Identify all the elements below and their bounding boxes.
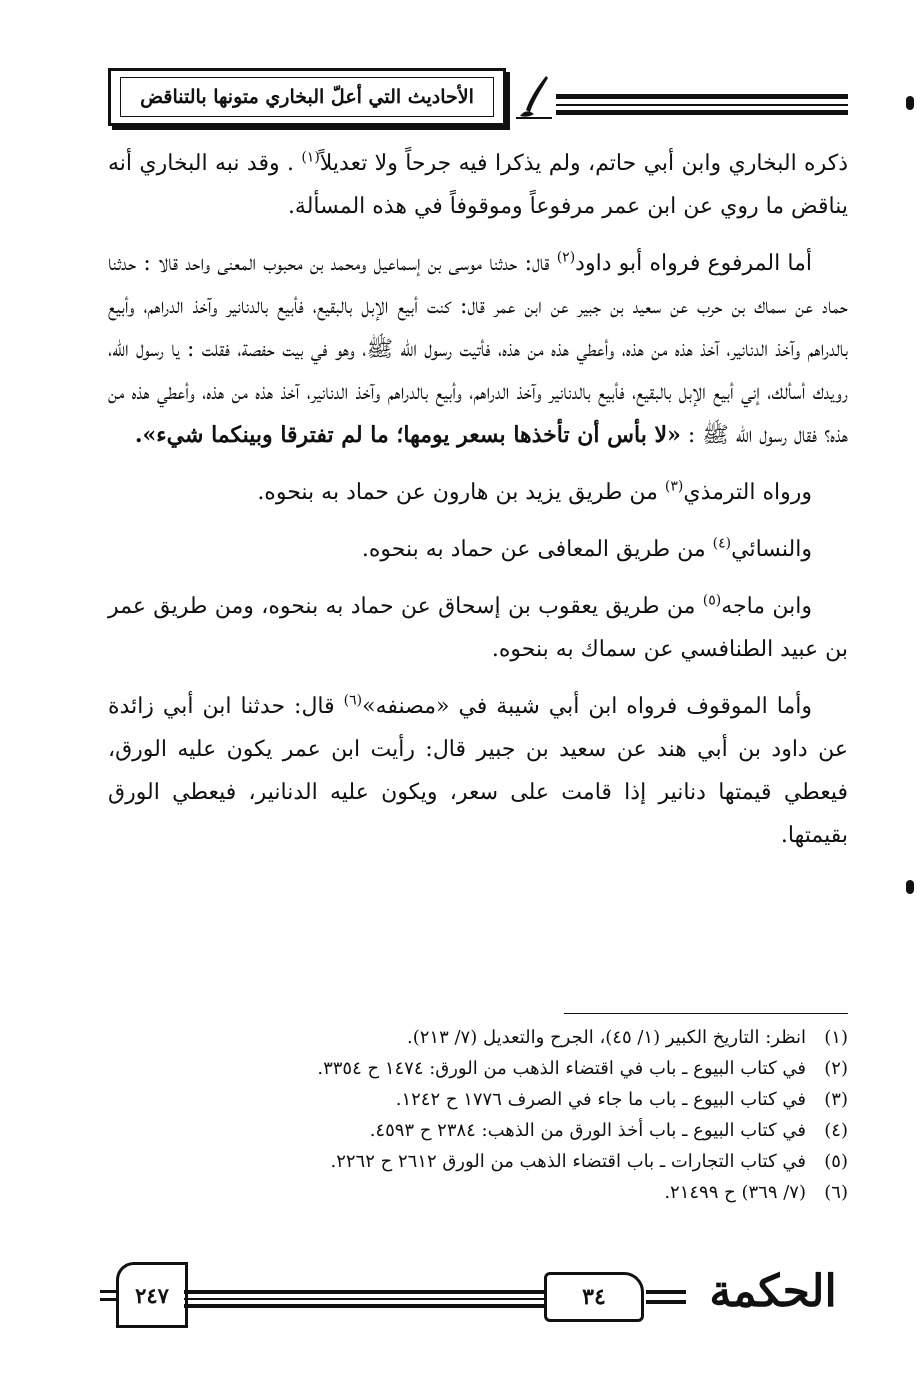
- header-title-frame: [108, 68, 506, 126]
- header-title: الأحاديث التي أعلّ البخاري متونها بالتناقض: [120, 77, 494, 117]
- paragraph: [108, 685, 848, 857]
- footnote: [108, 1022, 848, 1053]
- footer-rule: [184, 1290, 544, 1294]
- issue-number: ٣٤: [544, 1272, 644, 1322]
- paragraph-text: من طريق المعافى عن حماد به بنحوه.: [361, 537, 713, 562]
- paragraph-text: أما المرفوع فرواه أبو داود: [575, 251, 812, 276]
- paragraph-text: من طريق يعقوب بن إسحاق عن حماد به بنحوه، ومن طريق عمر بن عبيد الطنافسي عن سماك به بنحوه.: [108, 594, 848, 662]
- paragraph-text: والنسائي: [731, 537, 812, 562]
- footnote-text: (٧/ ٣٦٩) ح ٢١٤٩٩.: [664, 1182, 806, 1203]
- header-rule: [556, 104, 848, 106]
- footnote: [108, 1115, 848, 1146]
- footnote-reference: (٤): [712, 535, 732, 552]
- running-header: [108, 68, 848, 130]
- paragraph: [108, 142, 848, 228]
- paragraph-text: ذكره البخاري وابن أبي حاتم، ولم يذكرا فيه جرحاً ولا تعديلاً: [319, 151, 848, 176]
- footer-rule: [184, 1304, 544, 1308]
- paragraph-text: قال: حدثنا ابن أبي زائدة عن داود بن أبي هند عن سعيد بن جبير قال: رأيت ابن عمر يكون عليه الورق، فيعطي قيمتها دنانير إذا قامت على سعر، ويكون عليه الدنانير، فيعطي الورق بقيمتها.: [108, 694, 848, 848]
- paragraph: [108, 242, 848, 457]
- paragraph-text: . وقد نبه البخاري أنه يناقض ما روي عن ابن عمر مرفوعاً وموقوفاً في هذه المسألة.: [108, 151, 848, 219]
- paragraph-text: من طريق يزيد بن هارون عن حماد به بنحوه.: [257, 480, 665, 505]
- margin-mark: [906, 96, 914, 110]
- header-rule: [556, 94, 848, 99]
- footnote-text: في كتاب البيوع ـ باب أخذ الورق من الذهب: ٢٣٨٤ ح ٤٥٩٣.: [369, 1120, 806, 1141]
- paragraph-text: قال: حدثنا موسى بن إسماعيل ومحمد بن محبوب المعنى واحد قالا : حدثنا حماد عن سماك بن حرب عن سعيد بن جبير عن ابن عمر قال: كنت أبيع الإبل بالبقيع، فأبيع بالدنانير وآخذ الدراهم، وأبيع بالدراهم وآخذ الدنانير، آخذ هذه من هذه، وأعطي هذه من هذه، فأتيت رسول الله ﷺ، وهو في بيت حفصة، فقلت : يا رسول الله، رويدك أسألك، إني أبيع الإبل بالبقيع، فأبيع بالدنانير وآخذ الدراهم، وأبيع بالدراهم وآخذ الدنانير، آخذ هذه من هذه، وأعطي هذه من هذه؟ فقال رسول الله ﷺ :: [108, 251, 848, 448]
- footnote-separator: [564, 1013, 848, 1014]
- footnote-text: في كتاب البيوع ـ باب في اقتضاء الذهب من الورق: ١٤٧٤ ح ٣٣٥٤.: [317, 1058, 806, 1079]
- page-footer: [100, 1262, 850, 1326]
- footer-rule: [646, 1300, 686, 1304]
- footnotes: [108, 1022, 848, 1208]
- footnote-text: في كتاب البيوع ـ باب ما جاء في الصرف ١٧٧٦ ح ١٢٤٢.: [395, 1089, 806, 1110]
- footnote-number: (٥): [824, 1151, 848, 1172]
- footnote-reference: (٦): [343, 692, 363, 709]
- journal-logo: الحكمة: [709, 1266, 837, 1317]
- footnote-reference: (٥): [702, 592, 722, 609]
- footnote-reference: (١): [301, 149, 320, 166]
- footnote-reference: (٢): [556, 249, 576, 266]
- paragraph-text: وأما الموقوف فرواه ابن أبي شيبة في «مصنفه»: [362, 694, 812, 719]
- footnote-number: (٤): [824, 1120, 848, 1141]
- margin-mark: [906, 880, 914, 894]
- footnote: [108, 1146, 848, 1177]
- footnote-number: (٣): [824, 1089, 848, 1110]
- footnote: [108, 1084, 848, 1115]
- paragraph: [108, 585, 848, 671]
- paragraph-text: ورواه الترمذي: [683, 480, 812, 505]
- footnote-text: في كتاب التجارات ـ باب اقتضاء الذهب من الورق ٢٦١٢ ح ٢٢٦٢.: [330, 1151, 806, 1172]
- header-rule: [556, 110, 848, 115]
- footer-rule: [184, 1298, 544, 1300]
- footer-rule: [646, 1290, 686, 1294]
- body-text: [108, 142, 848, 871]
- footnote-number: (٢): [824, 1058, 848, 1079]
- paragraph-text: وابن ماجه: [721, 594, 813, 619]
- footnote-reference: (٣): [664, 478, 684, 495]
- footnote-text: انظر: التاريخ الكبير (١/ ٤٥)، الجرح والتعديل (٧/ ٢١٣).: [406, 1027, 806, 1048]
- footnote: [108, 1177, 848, 1208]
- footnote-number: (٦): [824, 1182, 848, 1203]
- paragraph: [108, 528, 848, 571]
- footer-rule: [100, 1290, 116, 1293]
- footnote: [108, 1053, 848, 1084]
- quill-pen-icon: [516, 74, 552, 120]
- hadith-text: «لا بأس أن تأخذها بسعر يومها؛ ما لم تفترقا وبينكما شيء».: [134, 422, 681, 448]
- paragraph: [108, 471, 848, 514]
- page-number: ٢٤٧: [116, 1262, 188, 1328]
- footnote-number: (١): [824, 1027, 848, 1048]
- footer-rule: [100, 1298, 116, 1301]
